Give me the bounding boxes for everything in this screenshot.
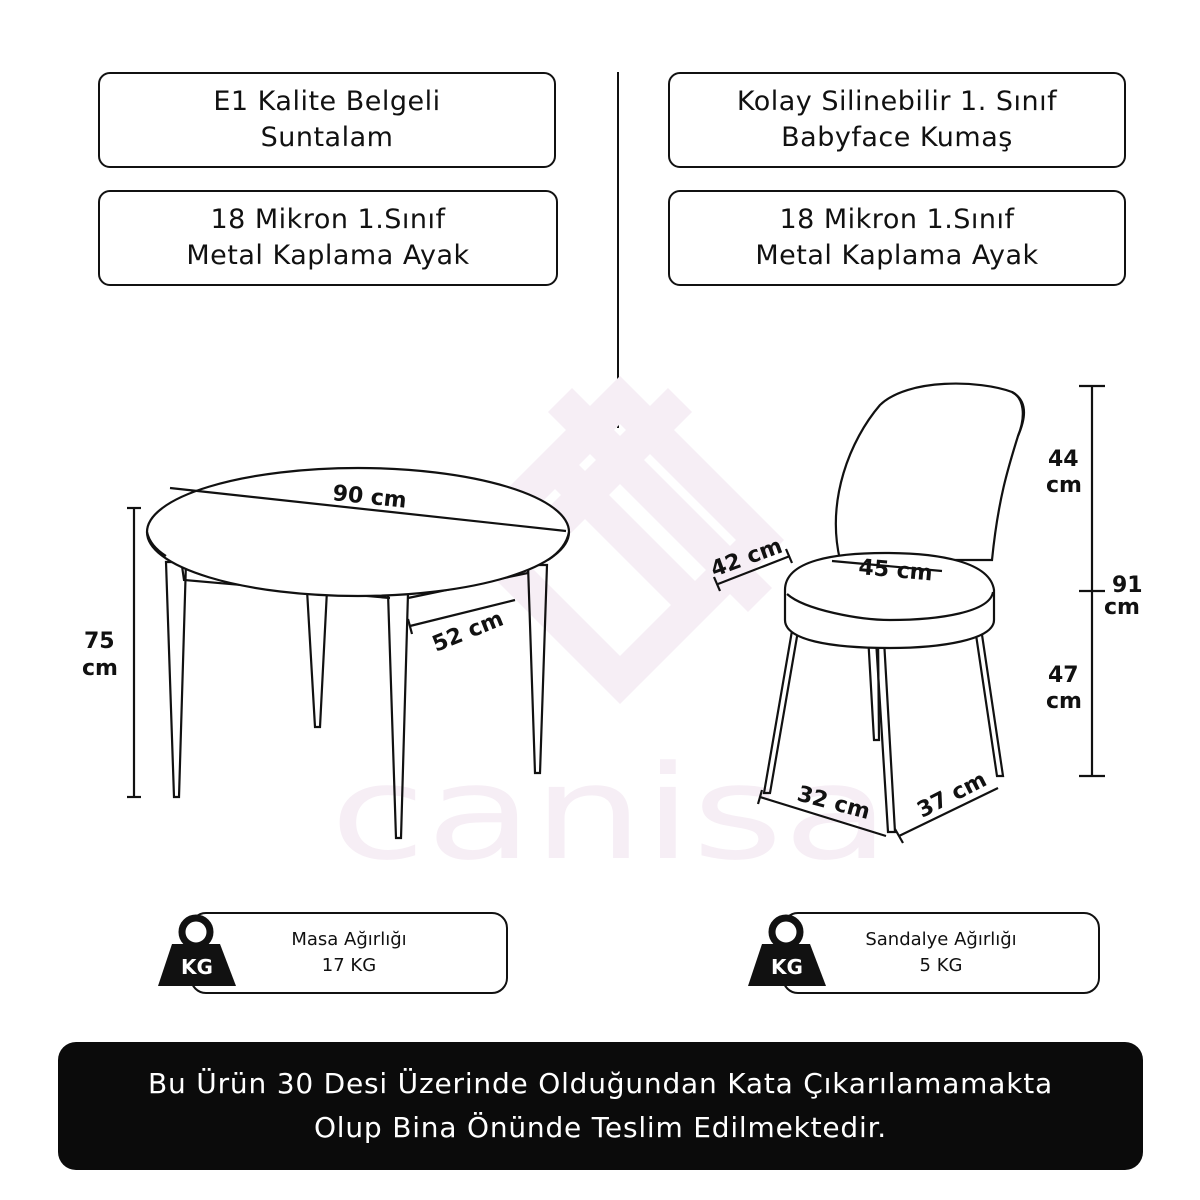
kg-weight-icon bbox=[158, 910, 240, 990]
table-leg-front-left bbox=[166, 562, 186, 797]
chair-weight-label: Sandalye Ağırlığı bbox=[865, 929, 1017, 950]
table-leg-span-label: 52 cm bbox=[428, 606, 508, 658]
chair-leg-width-label: 32 cm bbox=[794, 781, 873, 826]
chair-back-height-unit: cm bbox=[1046, 473, 1082, 498]
chair-drawing bbox=[714, 384, 1105, 843]
chair-total-height-unit: cm bbox=[1104, 595, 1140, 620]
chair-fabric-feature-line-1: Kolay Silinebilir 1. Sınıf bbox=[736, 86, 1058, 117]
table-height-unit: cm bbox=[82, 656, 118, 681]
chair-leg-feature-line-2: Metal Kaplama Ayak bbox=[755, 240, 1039, 271]
chair-fabric-feature-line-2: Babyface Kumaş bbox=[781, 122, 1013, 153]
chair-seat-height-unit: cm bbox=[1046, 689, 1082, 714]
delivery-notice-banner bbox=[58, 1042, 1143, 1170]
kg-weight-icon bbox=[748, 910, 830, 990]
chair-leg-back-right bbox=[975, 628, 1003, 776]
kg-icon-label: KG bbox=[771, 955, 803, 979]
chair-backrest bbox=[836, 384, 1024, 560]
delivery-notice-line-2: Olup Bina Önünde Teslim Edilmektedir. bbox=[313, 1111, 888, 1144]
table-top-feature-line-2: Suntalam bbox=[260, 122, 394, 153]
table-leg-feature-line-2: Metal Kaplama Ayak bbox=[186, 240, 470, 271]
table-weight-value: 17 KG bbox=[321, 955, 377, 976]
delivery-notice-line-1: Bu Ürün 30 Desi Üzerinde Olduğundan Kata Çıkarılamamakta bbox=[148, 1067, 1053, 1100]
chair-weight-value: 5 KG bbox=[919, 955, 963, 976]
kg-icon-label: KG bbox=[181, 955, 213, 979]
table-weight-label: Masa Ağırlığı bbox=[291, 929, 407, 950]
chair-seat-depth-label: 42 cm bbox=[707, 533, 786, 583]
chair-total-height-value: 91 bbox=[1112, 573, 1143, 598]
chair-back-height-value: 44 bbox=[1048, 447, 1079, 472]
table-top-feature-line-1: E1 Kalite Belgeli bbox=[213, 86, 441, 117]
chair-leg-depth-label: 37 cm bbox=[913, 767, 991, 824]
chair-seat-height-value: 47 bbox=[1048, 663, 1079, 688]
chair-leg-feature-line-1: 18 Mikron 1.Sınıf bbox=[779, 204, 1015, 235]
watermark-text: canisa bbox=[330, 737, 890, 889]
table-leg-back-left bbox=[307, 590, 327, 727]
table-leg-feature-line-1: 18 Mikron 1.Sınıf bbox=[210, 204, 446, 235]
table-height-value: 75 bbox=[84, 629, 115, 654]
chair-seat-width-label: 45 cm bbox=[857, 555, 934, 587]
table-diameter-label: 90 cm bbox=[331, 481, 408, 514]
